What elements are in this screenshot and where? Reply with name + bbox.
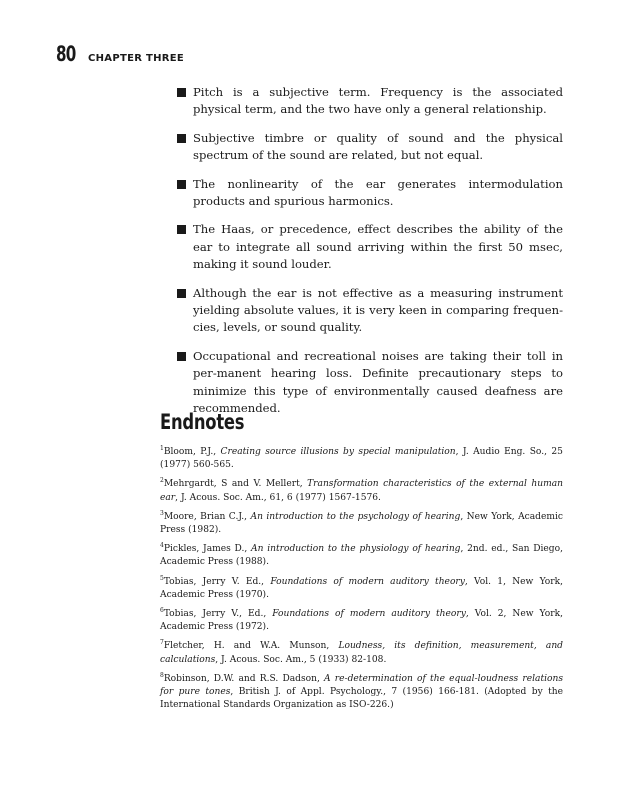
endnote-source: , Vol. 1, New York, Academic Press (1970).: [160, 576, 564, 600]
endnote-item: [160, 640, 563, 666]
endnote-authors: Moore, Brian C.J.,: [163, 511, 251, 522]
square-bullet-icon: [177, 134, 186, 143]
endnotes-heading: Endnotes: [160, 410, 245, 434]
endnote-source: , 2nd. ed., San Diego, Academic Press (1988).: [160, 544, 563, 568]
endnote-number: 7: [160, 639, 164, 647]
endnote-number: 4: [160, 542, 164, 550]
bullet-text: Pitch is a subjective term. Frequency is the associated physical term, and the two have only a general relationship.: [193, 85, 563, 117]
endnote-item: [160, 576, 563, 602]
endnote-item: [160, 543, 563, 569]
endnote-source: , Vol. 2, New York, Academic Press (1972).: [160, 609, 563, 633]
endnote-number: 3: [160, 509, 164, 517]
endnote-title: Loudness, its definition, measurement, and calculations: [160, 641, 563, 665]
endnote-source: , J. Acous. Soc. Am., 61, 6 (1977) 1567-1576.: [175, 492, 381, 503]
endnote-source: , J. Acous. Soc. Am., 5 (1933) 82-108.: [215, 654, 387, 665]
endnote-authors: Mehrgardt, S and V. Mellert,: [163, 479, 308, 490]
endnote-authors: Tobias, Jerry V., Ed.,: [163, 609, 273, 620]
endnote-number: 1: [160, 444, 164, 452]
endnote-authors: Tobias, Jerry V. Ed.,: [163, 576, 271, 587]
endnote-item: [160, 478, 563, 504]
endnote-title: Creating source illusions by special manipulation: [220, 447, 456, 457]
endnote-source: , J. Audio Eng. So., 25 (1977) 560-565.: [160, 447, 563, 471]
endnote-number: 6: [160, 607, 164, 614]
bullet-item: [175, 130, 563, 165]
endnote-title: An introduction to the psychology of hearing: [250, 511, 461, 522]
endnote-source: , New York, Academic Press (1982).: [160, 511, 564, 536]
endnote-number: 8: [160, 671, 164, 679]
endnote-item: [160, 511, 563, 537]
endnote-number: 5: [160, 574, 164, 582]
endnote-title: Foundations of modern auditory theory: [272, 609, 466, 620]
endnote-authors: Bloom, P.J.,: [163, 447, 221, 457]
endnote-title: Transformation characteristics of the external human ear: [160, 479, 563, 503]
chapter-title: CHAPTER THREE: [88, 53, 185, 64]
page-header: [56, 42, 184, 66]
endnote-item: [160, 608, 563, 634]
summary-bullet-list: [175, 84, 563, 429]
bullet-text: The nonlinearity of the ear generates intermodulation products and spurious harmonics.: [193, 176, 563, 209]
bullet-item: [175, 221, 563, 273]
square-bullet-icon: [177, 225, 186, 234]
endnote-authors: Pickles, James D.,: [163, 544, 252, 555]
endnote-item: [160, 673, 563, 713]
endnote-number: 2: [160, 477, 164, 485]
bullet-text: Subjective timbre or quality of sound and the physical spectrum of the sound are related, but not equal.: [193, 130, 563, 163]
square-bullet-icon: [177, 289, 186, 298]
endnote-authors: Robinson, D.W. and R.S. Dadson,: [163, 673, 325, 684]
endnotes-list: [160, 446, 563, 718]
bullet-text: The Haas, or precedence, effect describes the ability of the ear to integrate all sound arriving within the first 50 msec, making it sound louder.: [193, 222, 563, 272]
bullet-item: [175, 84, 563, 119]
endnote-title: An introduction to the physiology of hearing: [251, 544, 461, 555]
endnote-source: , British J. of Appl. Psychology., 7 (1956) 166-181. (Adopted by the International Standards Organization as ISO-226.): [160, 687, 563, 711]
bullet-item: [175, 348, 563, 418]
endnote-title: A re-determination of the equal-loudness relations for pure tones: [160, 673, 564, 698]
endnote-title: Foundations of modern auditory theory: [270, 576, 465, 587]
square-bullet-icon: [177, 180, 186, 189]
page-number: 80: [56, 42, 76, 66]
endnote-authors: Fletcher, H. and W.A. Munson,: [163, 641, 339, 652]
bullet-item: [175, 285, 563, 337]
square-bullet-icon: [177, 352, 186, 361]
endnote-item: [160, 446, 563, 472]
bullet-item: [175, 176, 563, 211]
square-bullet-icon: [177, 88, 186, 97]
bullet-text: Although the ear is not effective as a measuring instrument yielding absolute values, it is very keen in comparing frequen-cies, levels, or sound quality.: [193, 285, 563, 335]
bullet-text: Occupational and recreational noises are taking their toll in per-manent hearing loss. Definite precautionary steps to minimize this type of environmentally caused deafness are recommended.: [193, 348, 563, 416]
